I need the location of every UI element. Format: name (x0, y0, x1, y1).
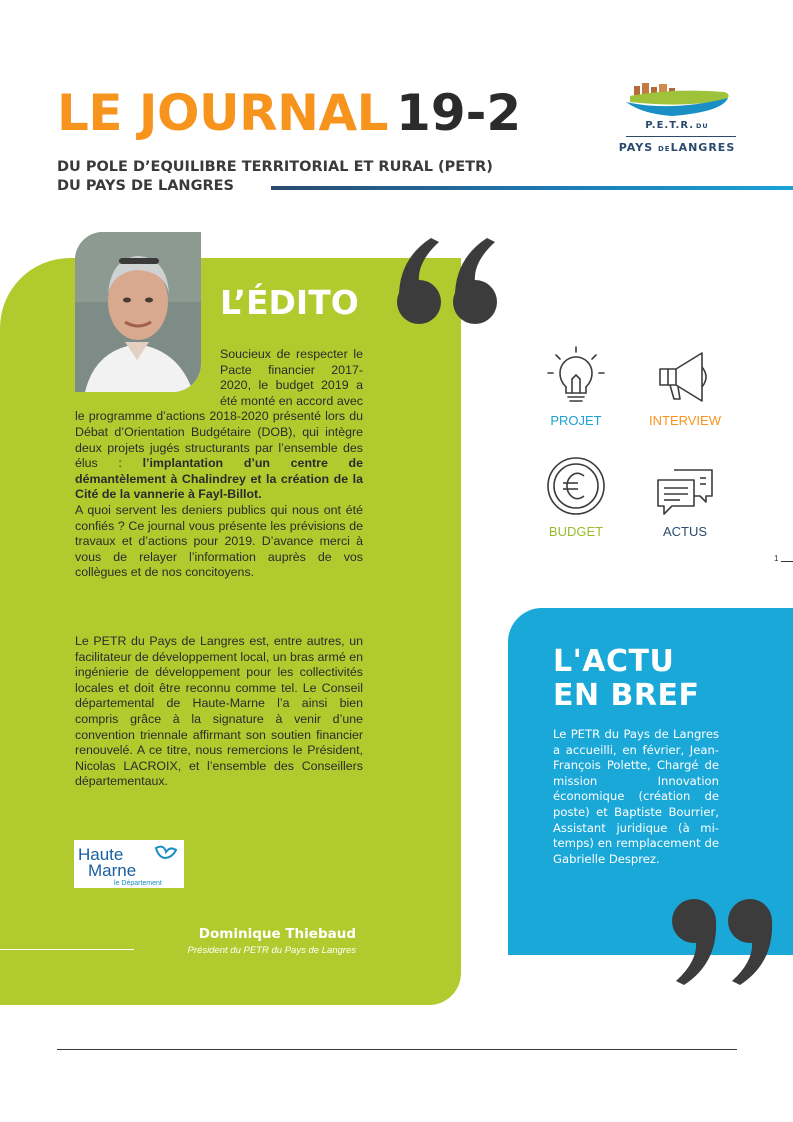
edito-paragraph-2: Le PETR du Pays de Langres est, entre autres, un facilitateur de développement local, un bras armé en ingénierie de développement pour les collectivités locales et doit être reconnu comme tel. Le Conseil départemental de Haute-Marne l’a ainsi bien compris grâce à la signature à venir d’une convention triennale affirmant son soutien financier renouvelé. A ce titre, nous remercions le Président, Nicolas LACROIX, et l’ensemble des Conseillers départementaux. (75, 634, 363, 789)
lightbulb-icon (546, 345, 606, 407)
section-label-budget: BUDGET (548, 524, 604, 539)
megaphone-icon (654, 345, 716, 407)
section-budget (536, 454, 616, 539)
actu-title (553, 645, 700, 713)
svg-text:Haute: Haute (78, 845, 124, 864)
petr-landscape-icon (612, 78, 742, 120)
petr-logo (612, 78, 742, 162)
page-number-rule (781, 561, 793, 562)
logo-pays-text: PAYS DELANGRES (618, 141, 736, 154)
closing-quote-icon (668, 895, 788, 991)
edito-title: L’ÉDITO (220, 283, 359, 322)
actu-text: Le PETR du Pays de Langres a accueilli, en février, Jean-François Polette, Chargé de mission Innovation économique (création de poste) et Baptiste Bourrier, Assistant juridique (à mi-temps) en remplacement de Gabrielle Desprez. (553, 727, 719, 866)
subtitle-line-1: DU POLE D’EQUILIBRE TERRITORIAL ET RURAL (PETR) (57, 159, 493, 175)
haute-marne-logo (74, 840, 184, 888)
opening-quote-icon (395, 232, 515, 328)
section-label-projet: PROJET (550, 413, 602, 428)
journal-title (57, 84, 522, 142)
section-actus (645, 466, 725, 539)
title-number: 19-2 (396, 84, 522, 142)
edito-paragraph-1-end: A quoi servent les deniers publics qui nous ont été confiés ? Ce journal vous présente les prévisions de travaux et d’actions pour 2019. D’avance merci à vous de relayer l’information auprès de vos collègues et de nos concitoyens. (75, 502, 363, 580)
actu-title-line-2: EN BREF (553, 678, 700, 713)
subtitle (57, 158, 493, 196)
logo-divider (626, 136, 736, 137)
actu-title-line-1: L'ACTU (553, 644, 675, 679)
edito-paragraph-1-bold: l’implantation d’un centre de démantèlement à Chalindrey et la création de la Cité de la vannerie à Fayl-Billot. (75, 456, 364, 502)
bottom-rule (57, 1049, 737, 1050)
edito-paragraph-1 (75, 347, 363, 581)
title-main: LE JOURNAL (57, 84, 389, 142)
logo-petr-text: P.E.T.R. DU (645, 120, 709, 131)
page-number: 1 (774, 554, 779, 563)
edito-paragraph-1-start: Soucieux de respecter le Pacte financier 2017-2020, le budget 2019 a été monté en accord avec le programme d’actions 2018-2020 présenté lors du Débat d’Orientation Budgétaire (DOB), qui intègre deux projets jugés structurants par l’ensemble des élus : (75, 347, 363, 471)
signature-role: Président du PETR du Pays de Langres (187, 945, 356, 956)
section-projet (536, 345, 616, 428)
signature-rule (0, 949, 134, 950)
svg-text:Marne: Marne (88, 861, 137, 880)
subtitle-rule (271, 186, 793, 190)
chat-bubbles-icon (654, 466, 716, 518)
section-label-interview: INTERVIEW (649, 413, 721, 428)
subtitle-line-2: DU PAYS DE LANGRES (57, 178, 234, 194)
euro-coin-icon (545, 454, 607, 518)
svg-text:le Département: le Département (114, 880, 162, 887)
section-label-actus: ACTUS (662, 524, 708, 539)
section-interview (637, 345, 733, 428)
signature-name: Dominique Thiebaud (198, 926, 356, 942)
